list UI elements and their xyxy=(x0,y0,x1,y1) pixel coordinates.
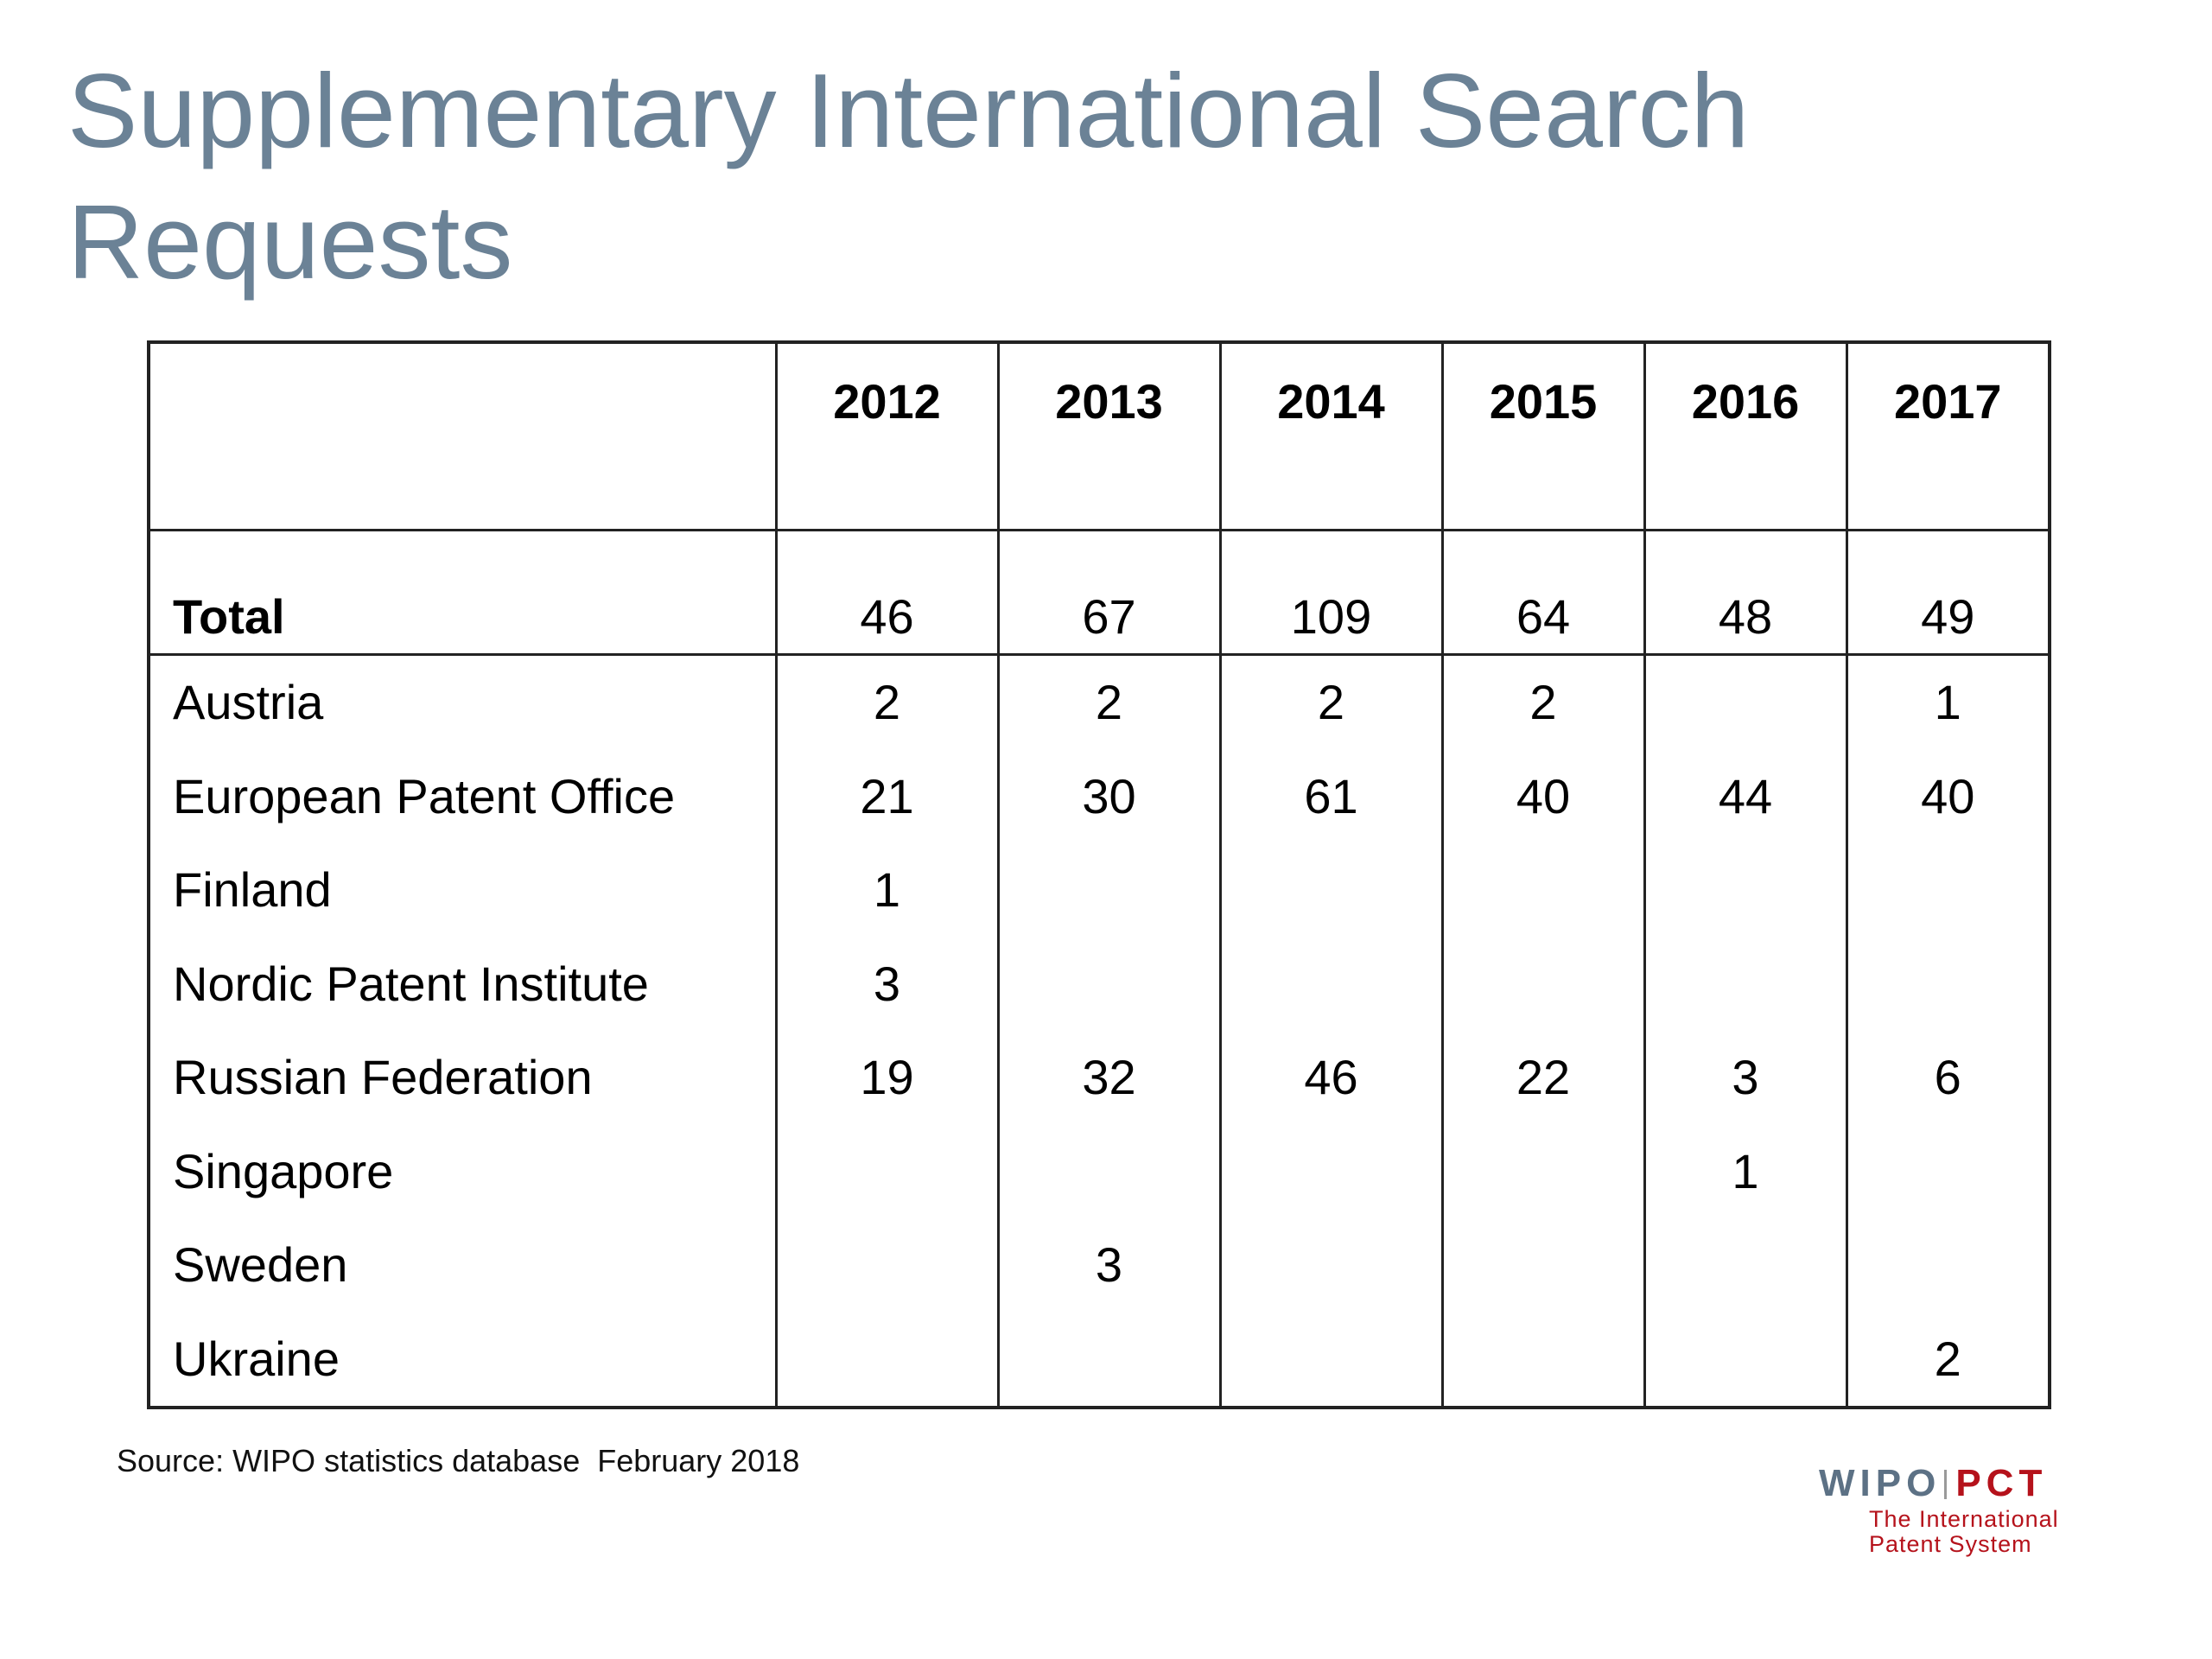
total-cell: 48 xyxy=(1644,530,1847,654)
source-note: Source: WIPO statistics database February 2018 xyxy=(117,1443,800,1478)
table-cell xyxy=(776,1312,998,1408)
requests-table xyxy=(147,340,2051,1409)
table-cell: 1 xyxy=(776,843,998,938)
logo-wordmark xyxy=(1819,1460,2104,1507)
table-cell: 6 xyxy=(1847,1031,2050,1125)
logo-divider xyxy=(1944,1470,1947,1499)
table-cell: 21 xyxy=(776,749,998,843)
office-label: Sweden xyxy=(173,1237,348,1293)
table-cell: 19 xyxy=(776,1031,998,1125)
table-cell xyxy=(998,1312,1220,1408)
table-cell xyxy=(1644,937,1847,1031)
office-label: Ukraine xyxy=(173,1331,340,1386)
table-cell: 2 xyxy=(1442,654,1644,749)
table-cell xyxy=(1644,1218,1847,1313)
table-cell: 1 xyxy=(1644,1124,1847,1218)
total-cell: 46 xyxy=(776,530,998,654)
table-cell xyxy=(1442,937,1644,1031)
table-cell xyxy=(1220,843,1442,938)
total-cell: 109 xyxy=(1220,530,1442,654)
table-cell xyxy=(1644,1312,1847,1408)
table-cell: 2 xyxy=(998,654,1220,749)
table-cell: 22 xyxy=(1442,1031,1644,1125)
table-cell: 3 xyxy=(776,937,998,1031)
logo-tagline-line1: The International xyxy=(1869,1506,2059,1532)
logo-pct-text: PCT xyxy=(1955,1462,2048,1504)
table-cell xyxy=(1442,843,1644,938)
table-cell: 46 xyxy=(1220,1031,1442,1125)
table-cell xyxy=(1442,1218,1644,1313)
table-row xyxy=(149,843,2050,938)
logo-wipo-text: WIPO xyxy=(1819,1462,1942,1504)
year-header-2013: 2013 xyxy=(998,342,1220,530)
table-cell: 2 xyxy=(1220,654,1442,749)
table-cell xyxy=(1220,1312,1442,1408)
table-cell xyxy=(1220,1218,1442,1313)
table-row xyxy=(149,749,2050,843)
table-cell xyxy=(1847,1218,2050,1313)
table-cell: 40 xyxy=(1442,749,1644,843)
table-cell xyxy=(998,937,1220,1031)
table-row xyxy=(149,937,2050,1031)
table-cell: 3 xyxy=(1644,1031,1847,1125)
table-cell xyxy=(776,1218,998,1313)
table-row xyxy=(149,1312,2050,1408)
table-cell: 1 xyxy=(1847,654,2050,749)
total-cell: 49 xyxy=(1847,530,2050,654)
total-cell: 64 xyxy=(1442,530,1644,654)
table-cell xyxy=(1442,1312,1644,1408)
table-cell: 2 xyxy=(776,654,998,749)
table-cell xyxy=(1644,654,1847,749)
table-cell xyxy=(1220,937,1442,1031)
table-cell xyxy=(1220,1124,1442,1218)
table-cell xyxy=(998,843,1220,938)
office-label: Finland xyxy=(173,862,332,918)
table-cell xyxy=(1442,1124,1644,1218)
total-row xyxy=(149,530,2050,654)
logo-tagline-line2: Patent System xyxy=(1869,1531,2032,1557)
office-label: European Patent Office xyxy=(173,768,676,823)
table-cell xyxy=(1847,1124,2050,1218)
office-label: Singapore xyxy=(173,1143,394,1198)
slide-title: Supplementary International Search Requests xyxy=(67,52,1750,301)
table-cell: 61 xyxy=(1220,749,1442,843)
table-cell: 3 xyxy=(998,1218,1220,1313)
table-row xyxy=(149,1031,2050,1125)
table-cell xyxy=(1847,937,2050,1031)
corner-cell xyxy=(149,342,776,530)
year-header-2016: 2016 xyxy=(1644,342,1847,530)
wipo-pct-logo xyxy=(1819,1460,2104,1564)
total-cell: 67 xyxy=(998,530,1220,654)
table-cell xyxy=(1644,843,1847,938)
table-cell: 44 xyxy=(1644,749,1847,843)
table-cell xyxy=(776,1124,998,1218)
office-label: Nordic Patent Institute xyxy=(173,956,649,1011)
table-row xyxy=(149,1124,2050,1218)
year-header-2012: 2012 xyxy=(776,342,998,530)
header-row xyxy=(149,342,2050,530)
table-cell xyxy=(998,1124,1220,1218)
office-label: Russian Federation xyxy=(173,1050,593,1105)
table-row xyxy=(149,654,2050,749)
year-header-2017: 2017 xyxy=(1847,342,2050,530)
table-cell xyxy=(1847,843,2050,938)
office-label: Austria xyxy=(173,675,324,730)
year-header-2014: 2014 xyxy=(1220,342,1442,530)
table-cell: 2 xyxy=(1847,1312,2050,1408)
table-cell: 40 xyxy=(1847,749,2050,843)
year-header-2015: 2015 xyxy=(1442,342,1644,530)
total-label: Total xyxy=(149,530,776,654)
table-cell: 32 xyxy=(998,1031,1220,1125)
table-row xyxy=(149,1218,2050,1313)
table-cell: 30 xyxy=(998,749,1220,843)
